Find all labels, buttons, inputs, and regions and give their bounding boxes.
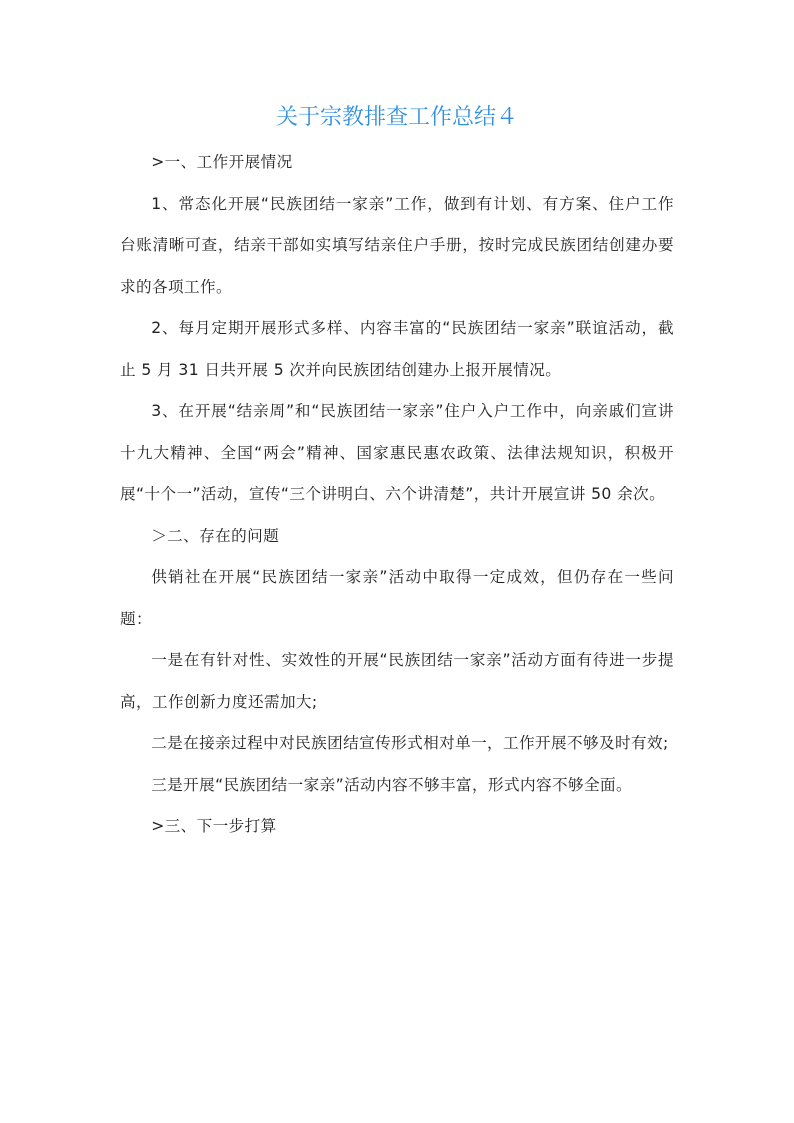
paragraph-6: 二是在接亲过程中对民族团结宣传形式相对单一，工作开展不够及时有效;: [151, 734, 669, 752]
section-heading-2: ＞二、存在的问题: [151, 526, 280, 545]
section-heading-3: >三、下一步打算: [151, 817, 277, 835]
paragraph-2: 2、每月定期开展形式多样、内容丰富的“民族团结一家亲”联谊活动，截止 5 月 31 日共开展 5 次并向民族团结创建办上报开展情况。: [120, 319, 674, 379]
paragraph-1: 1、常态化开展“民族团结一家亲”工作，做到有计划、有方案、住户工作台账清晰可查，结亲干部如实填写结亲住户手册，按时完成民族团结创建办要求的各项工作。: [120, 194, 674, 296]
paragraph-7: 三是开展“民族团结一家亲”活动内容不够丰富，形式内容不够全面。: [151, 775, 632, 794]
paragraph-3: 3、在开展“结亲周”和“民族团结一家亲”住户入户工作中，向亲戚们宣讲十九大精神、全国“两会”精神、国家惠民惠农政策、法律法规知识，积极开展“十个一”活动，宣传“三个讲明白、六个讲清楚”，共计开展宣讲 50 余次。: [120, 402, 674, 503]
paragraph-5: 一是在有针对性、实效性的开展“民族团结一家亲”活动方面有待进一步提高，工作创新力度还需加大;: [120, 651, 674, 711]
document-body: [120, 142, 674, 848]
paragraph-4: 供销社在开展“民族团结一家亲”活动中取得一定成效，但仍存在一些问题：: [120, 568, 674, 628]
section-heading-1: >一、工作开展情况: [151, 153, 293, 171]
document-title: 关于宗教排查工作总结４: [275, 105, 518, 130]
